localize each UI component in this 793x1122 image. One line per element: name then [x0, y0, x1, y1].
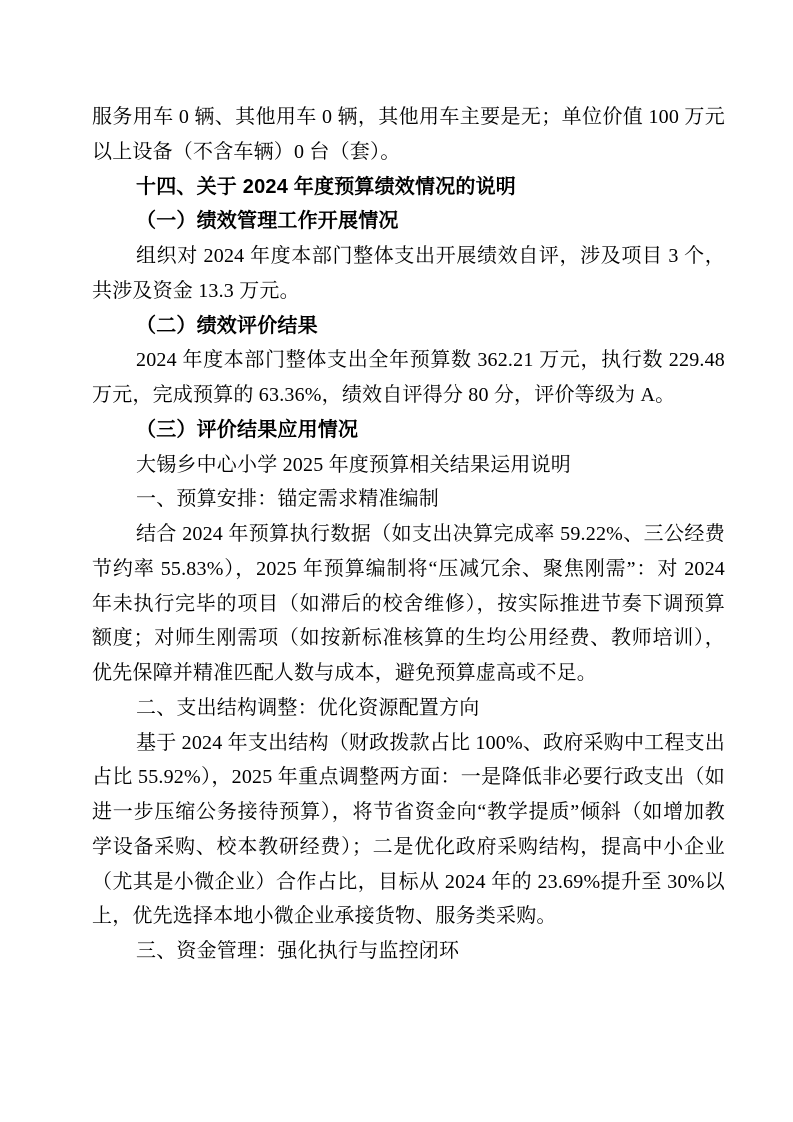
- paragraph-application-intro: 大锡乡中心小学 2025 年度预算相关结果运用说明: [136, 453, 571, 476]
- paragraph-self-evaluation: 组织对 2024 年度本部门整体支出开展绩效自评，涉及项目 3 个，共涉及资金 13.3 万元。: [92, 245, 725, 302]
- paragraph-item-2-body: 基于 2024 年支出结构（财政拨款占比 100%、政府采购中工程支出占比 55.92%），2025 年重点调整两方面：一是降低非必要行政支出（如进一步压缩公务接待预算），将节省资金向“教学提质”倾斜（如增加教学设备采购、校本教研经费）；二是优化政府采购结构，提高中小企业（尤其是小微企业）合作占比，目标从 2024 年的 23.69%提升至 30%以上，优先选择本地小微企业承接货物、服务类采购。: [92, 731, 725, 928]
- paragraph-item-1-body: 结合 2024 年预算执行数据（如支出决算完成率 59.22%、三公经费节约率 55.83%），2025 年预算编制将“压减冗余、聚焦刚需”：对 2024 年未执行完毕的项目（如滞后的校舍维修），按实际推进节奏下调预算额度；对师生刚需项（如按新标准核算的生均公用经费、教师培训），优先保障并精准匹配人数与成本，避免预算虚高或不足。: [92, 523, 725, 684]
- paragraph-evaluation-result: 2024 年度本部门整体支出全年预算数 362.21 万元，执行数 229.48 万元，完成预算的 63.36%，绩效自评得分 80 分，评价等级为 A。: [92, 349, 725, 406]
- paragraph-item-3-title: 三、资金管理：强化执行与监控闭环: [136, 940, 460, 962]
- subsection-heading-1: （一）绩效管理工作开展情况: [136, 210, 399, 233]
- section-heading-14: 十四、关于 2024 年度预算绩效情况的说明: [136, 175, 517, 198]
- subsection-heading-2: （二）绩效评价结果: [136, 314, 318, 337]
- paragraph-vehicles-equipment: 服务用车 0 辆、其他用车 0 辆，其他用车主要是无；单位价值 100 万元以上设备（不含车辆）0 台（套）。: [92, 106, 725, 163]
- subsection-heading-3: （三）评价结果应用情况: [136, 418, 359, 441]
- document-content: [92, 100, 725, 969]
- paragraph-item-1-title: 一、预算安排：锚定需求精准编制: [136, 488, 439, 511]
- paragraph-item-2-title: 二、支出结构调整：优化资源配置方向: [136, 696, 480, 719]
